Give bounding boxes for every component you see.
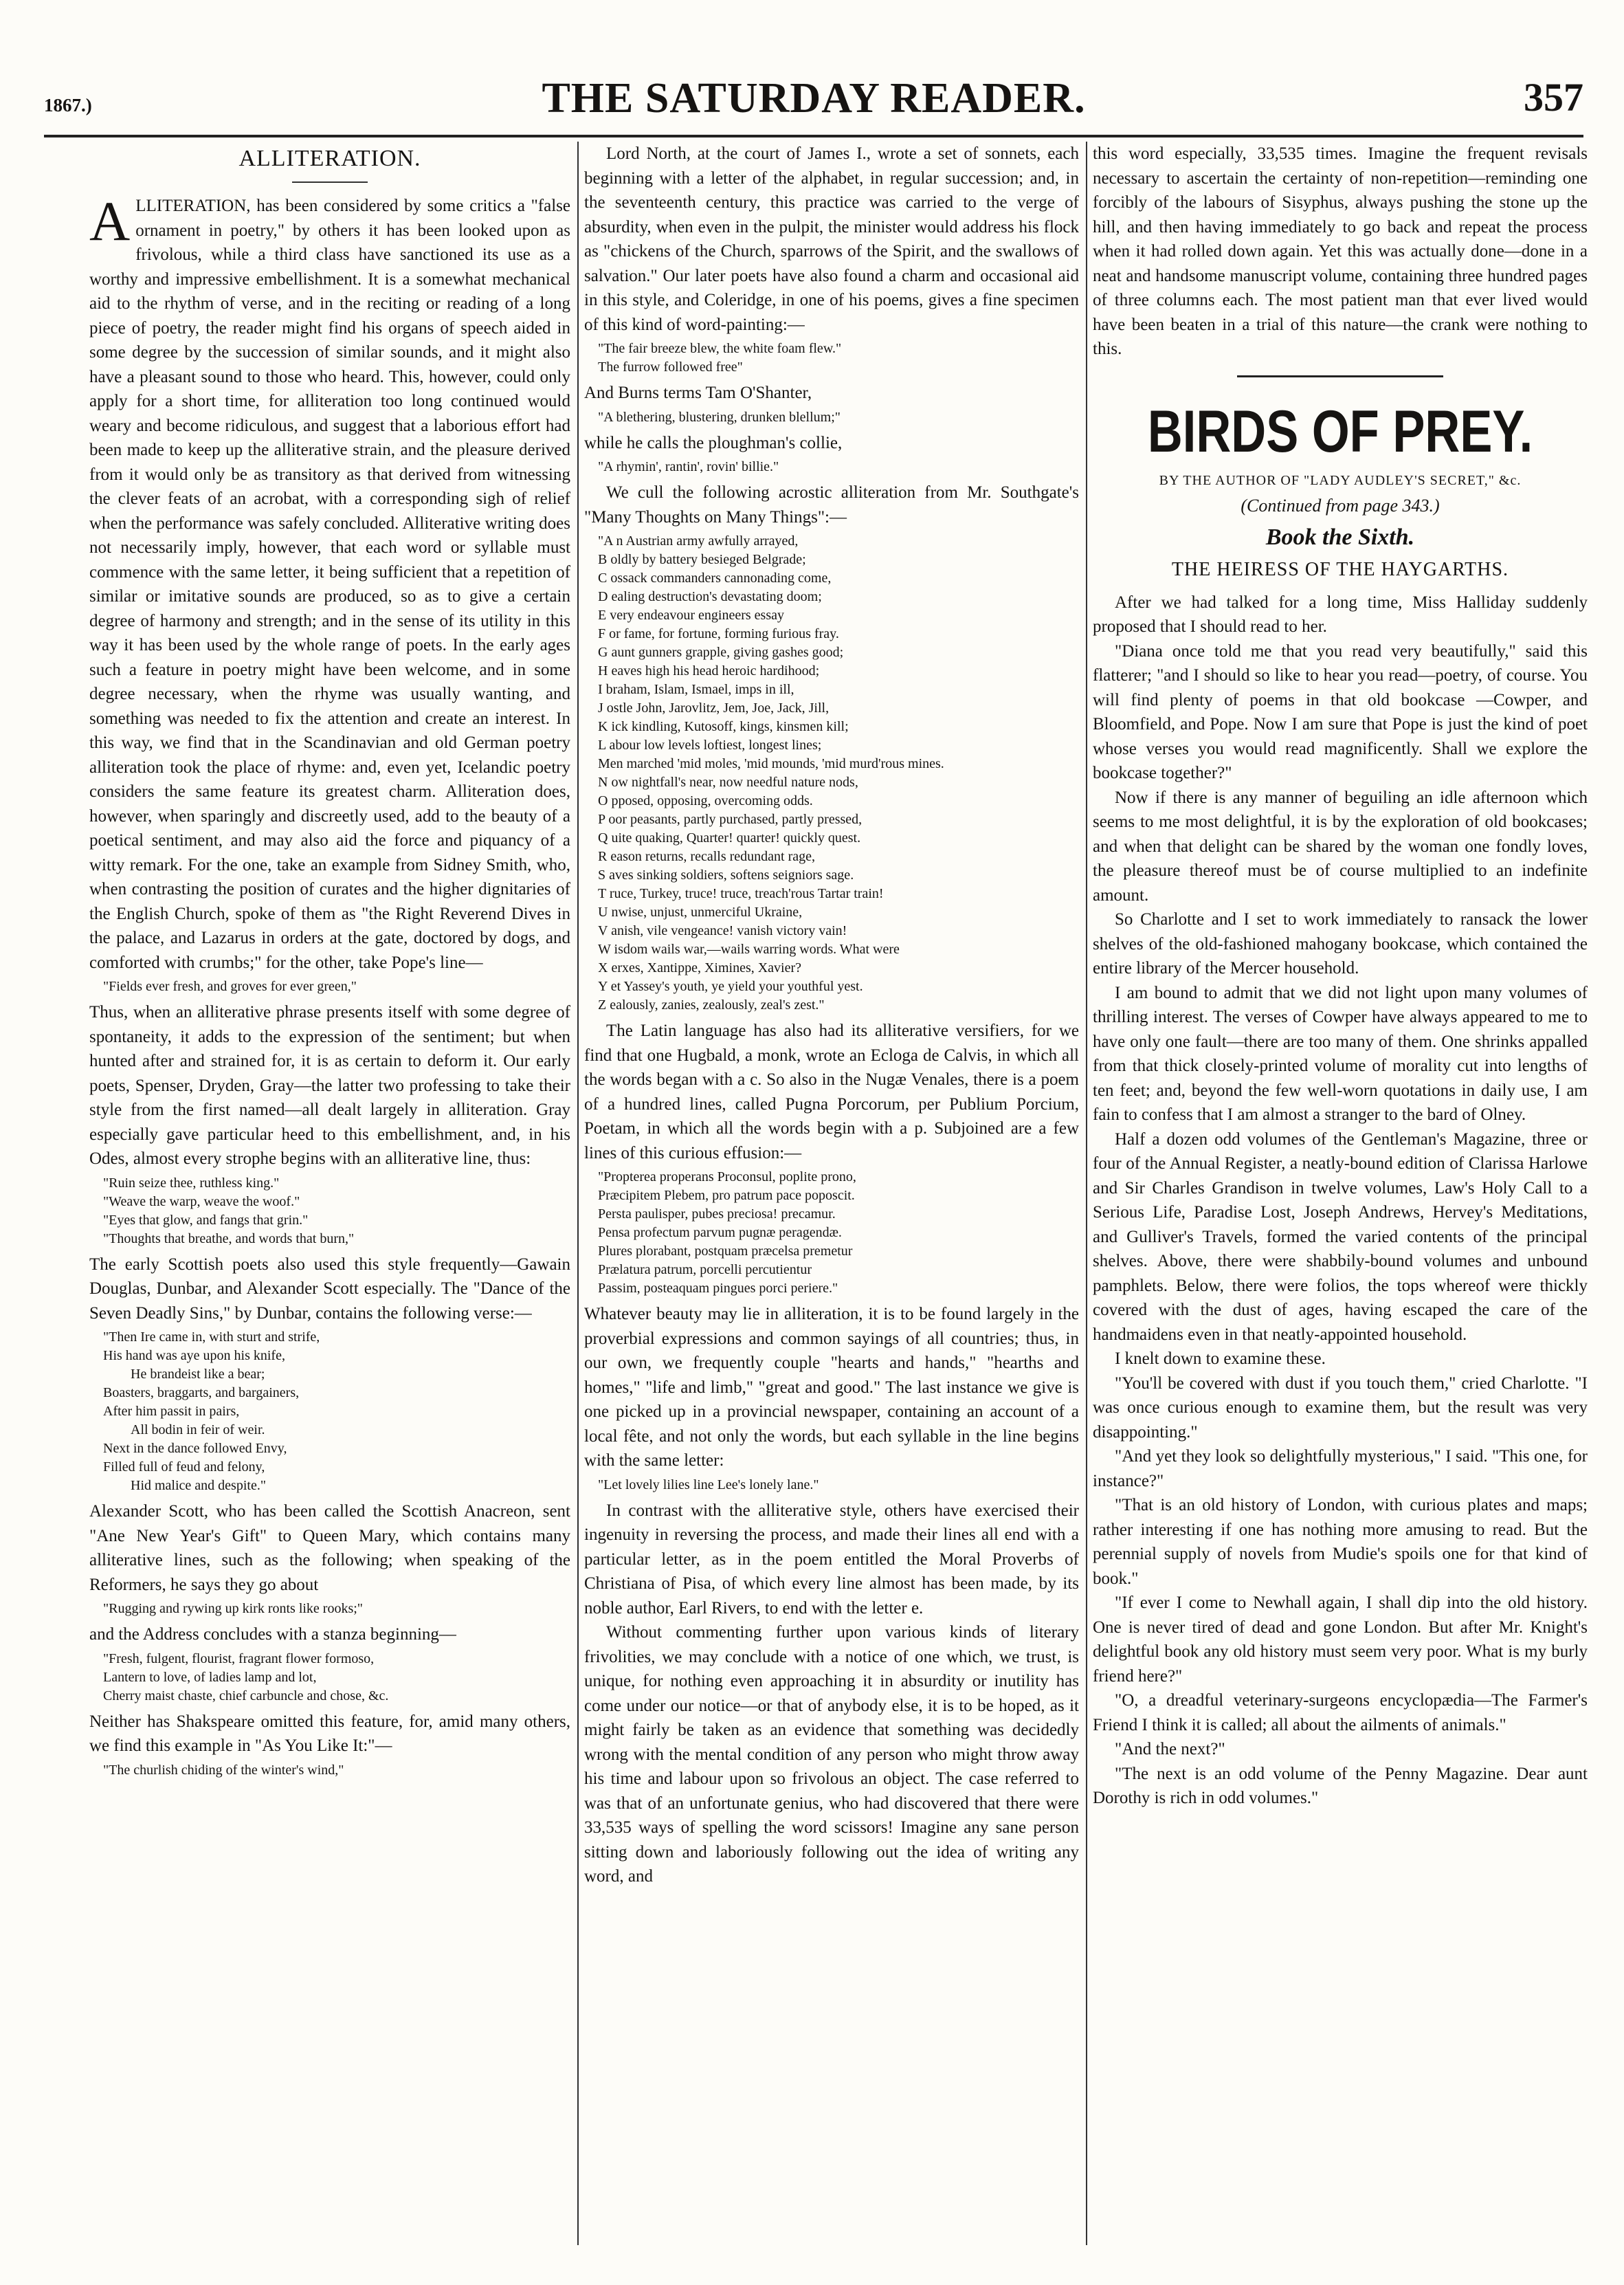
quotation: "Let lovely lilies line Lee's lonely lane." [598, 1477, 819, 1492]
paragraph: "And yet they look so delightfully mysterious," I said. "This one, for instance?" [1093, 1447, 1588, 1490]
chapter-heading: THE HEIRESS OF THE HAYGARTHS. [1171, 558, 1509, 580]
paragraph: Whatever beauty may lie in alliteration, it is to be found largely in the proverbial expressions and common sayings of all countries; thus, in our own, we frequently couple "hearts and hands," "hearths and homes," "life and limb," "great and good." The last instance we give is one picked up in a provincial newspaper, containing an account of a local fête, and not only the words, but each syllable in the line begins with the same letter: [584, 1305, 1079, 1470]
column-2 [584, 142, 1079, 2259]
paragraph: ALLITERATION, has been considered by some critics a "false ornament in poetry," by others it has been looked upon as frivolous, while a third class have sanctioned its use as a worthy and impressive embellishment. It is a somewhat mechanical aid to the rhythm of verse, and in the reciting or reading of a long piece of poetry, the reader might find his organs of speech aided in some degree by the succession of similar sounds, and it might also have a pleasant sound to those who heard. This, however, could only apply for a short time, for alliteration too long continued would weary and become ridiculous, and suggest that a laborious effort had been made to keep up the alliterative strain, and the pleasure derived from it would only be as transitory as that derived from witnessing the clever feats of an acrobat, with a corresponding sigh of relief when the performance was safely concluded. Alliterative writing does not necessarily imply, however, that each word or syllable must commence with the same letter, it being sufficient that a repetition of similar or imitative sounds are produced, so as to give a certain degree of harmony and strength; and in the sense of its utility in this way it has been used by the whole range of poets. In the early ages such a feature in poetry might have been welcome, and in some degree necessary, when the rhyme was usually wanting, and something was needed to fix the attention and create an interest. In this way, we find that in the Scandinavian and old German poetry alliteration took the place of rhyme: and, even yet, Icelandic poetry considers the same feature its greatest charm. Alliteration does, however, when sparingly and discreetly used, add to the beauty of a poetical sentiment, and may also aid the force and piquancy of a witty remark. For the one, take an example from Sidney Smith, who, when contrasting the position of curates and the higher dignitaries of the English Church, spoke of them as "the Right Reverend Dives in the palace, and Lazarus in orders at the gate, doctored by dogs, and comforted with crumbs;" for the other, take Pope's line— [89, 190, 570, 972]
acrostic-quotation: "A n Austrian army awfully arrayed, B oldly by battery besieged Belgrade; C ossack commanders cannonading come, D ealing destruction's devastating doom; E very endeavour engineers essay F or fame, for fortune, forming furious fray. G aunt gunners grapple, giving gashes good; H eaves high his head heroic hardihood; I braham, Islam, Ismael, imps in ill, J ostle John, Jarovlitz, Jem, Joe, Jack, Jill, K ick kindling, Kutosoff, kings, kinsmen kill; L abour low levels loftiest, longest lines; Men marched 'mid moles, 'mid mounds, 'mid murd'rous mines. N ow nightfall's near, now needful nature nods, O pposed, opposing, overcoming odds. P oor peasants, partly purchased, partly pressed, Q uite quaking, Quarter! quarter! quickly quest. R eason returns, recalls redundant rage, S aves sinking soldiers, softens seigniors sage. T ruce, Turkey, truce! truce, treach'rous Tartar train! U nwise, unjust, unmerciful Ukraine, V anish, vile vengeance! vanish victory vain! W isdom wails war,—wails warring words. What were X erxes, Xantippe, Ximines, Xavier? Y et Yassey's youth, ye yield your youthful yest. Z ealously, zanies, zealously, zeal's zest." [598, 533, 944, 1013]
page-number: 357 [1524, 75, 1583, 120]
continued-note: (Continued from page 343.) [1241, 495, 1440, 516]
column-3 [1093, 142, 1588, 2259]
paragraph: I am bound to admit that we did not light upon many volumes of thrilling interest. The verses of Cowper have always appeared to me to have only one fault—there are too many of them. One shrinks appalled from that thick closely-printed volume of morality cut into lengths of ten feet; and, beyond the few well-worn quotations in daily use, I am fain to confess that I am almost a stranger to the bard of Olney. [1093, 983, 1588, 1124]
column-divider [1086, 142, 1087, 2245]
column-1 [89, 142, 570, 2259]
paragraph: The early Scottish poets also used this style frequently—Gawain Douglas, Dunbar, and Alexander Scott especially. The "Dance of the Seven Deadly Sins," by Dunbar, contains the following verse:— [89, 1255, 570, 1323]
paragraph: Alexander Scott, who has been called the Scottish Anacreon, sent "Ane New Year's Gift" to Queen Mary, which contains many alliterative lines, such as the following; when speaking of the Reformers, he says they go about [89, 1502, 570, 1594]
paragraph: I knelt down to examine these. [1115, 1349, 1326, 1368]
paragraph: In contrast with the alliterative style, others have exercised their ingenuity in reversing the process, and made their lines all end with a particular letter, as in the poem entitled the Moral Proverbs of Christiana of Pisa, of which every line almost has been made, by its noble author, Earl Rivers, to end with the letter e. [584, 1501, 1079, 1618]
paragraph: We cull the following acrostic alliteration from Mr. Southgate's "Many Thoughts on Many Things":— [584, 483, 1079, 527]
paragraph: this word especially, 33,535 times. Imagine the frequent revisals necessary to ascertain the certainty of non-repetition—reminding one forcibly of the labours of Sisyphus, always pushing the stone up the hill, and then having immediately to go back and repeat the process when it had rolled down again. Yet this was actually done—done in a neat and handsome manuscript volume, containing three hundred pages of three columns each. The most patient man that ever lived would have been beaten in a trial of this nature—the crank were nothing to this. [1093, 144, 1588, 358]
article-title-birds-of-prey: BIRDS OF PREY. [1147, 398, 1533, 465]
quotation: "Fields ever fresh, and groves for ever green," [103, 979, 357, 994]
paragraph: The Latin language has also had its alliterative versifiers, for we find that one Hugbald, a monk, wrote an Ecloga de Calvis, in which all the words began with a c. So also in the Nugæ Venales, there is a poem of a hundred lines, called Pugna Porcorum, per Publium Porcium, Poetam, in which all the words begin with a p. Subjoined are a few lines of this curious effusion:— [584, 1022, 1079, 1162]
paragraph: "That is an old history of London, with curious plates and maps; rather interesting if one has nothing more amusing to read. But the perennial supply of novels from Mudie's spoils one for that kind of book." [1093, 1496, 1588, 1588]
book-heading: Book the Sixth. [1265, 524, 1415, 550]
quotation: "The churlish chiding of the winter's wind," [103, 1762, 344, 1778]
paragraph: Lord North, at the court of James I., wrote a set of sonnets, each beginning with a letter of the alphabet, in regular succession; and, in the seventeenth century, this practice was carried to the verge of absurdity, when even in the pulpit, the minister would address his flock as "chickens of the Church, sparrows of the Spirit, and the swallows of salvation." Our later poets have also found a charm and occasional aid in this style, and Coleridge, in one of his poems, gives a fine specimen of this kind of word-painting:— [584, 144, 1079, 334]
paragraph: "If ever I come to Newhall again, I shall dip into the old history. One is never tired of dead and gone London. But after Mr. Knight's delightful book any old history must seem very poor. What is my burly friend here?" [1093, 1593, 1588, 1686]
paragraph: Thus, when an alliterative phrase presents itself with some degree of spontaneity, it adds to the expression of the sentiment; but when hunted after and strained for, it is as certain to deform it. Our early poets, Spenser, Dryden, Gray—the latter two professing to take their style from the first named—all dealt largely in alliteration. Gray especially gave particular heed to this embellishment, and, in his Odes, almost every strophe begins with an alliterative line, thus: [89, 1003, 570, 1168]
quotation: "Ruin seize thee, ruthless king." "Weave the warp, weave the woof." "Eyes that glow, and fangs that grin." "Thoughts that breathe, and words that burn," [103, 1175, 355, 1246]
byline: BY THE AUTHOR OF "LADY AUDLEY'S SECRET," &c. [1159, 472, 1522, 488]
article-title-alliteration: ALLITERATION. [238, 146, 421, 171]
column-divider [577, 142, 579, 2245]
paragraph: and the Address concludes with a stanza beginning— [89, 1625, 456, 1644]
page-header [44, 74, 1583, 129]
title-rule [292, 181, 368, 183]
paragraph: "O, a dreadful veterinary-surgeons encyclopædia—The Farmer's Friend I think it is called; all about the ailments of animals." [1093, 1691, 1588, 1734]
paragraph: "Diana once told me that you read very beautifully," said this flatterer; "and I should so like to hear you read—poetry, of course. You will find plenty of poems in that old bookcase —Cowper, and Bloomfield, and Pope. Now I am sure that Pope is just the kind of poet whose verses you would read magnificently. Shall we explore the bookcase together?" [1093, 641, 1588, 782]
quotation: "The fair breeze blew, the white foam flew." The furrow followed free" [598, 341, 842, 375]
section-rule [1237, 375, 1443, 377]
paragraph: while he calls the ploughman's collie, [584, 433, 843, 452]
quotation: "Fresh, fulgent, flourist, fragrant flower formoso, Lantern to love, of ladies lamp and lot, Cherry maist chaste, chief carbuncle and chose, &c. [103, 1651, 389, 1703]
quotation: "A blethering, blustering, drunken blellum;" [598, 409, 841, 425]
quotation: "Propterea properans Proconsul, poplite prono, Præcipitem Plebem, pro patrum pace poposcit. Persta paulisper, pubes preciosa! precamur. Pensa profectum parvum pugnæ peragendæ. Plures plorabant, postquam præcelsa premetur Prælatura patrum, porcelli percutientur Passim, posteaquam pingues porci periere." [598, 1169, 856, 1296]
paragraph: "And the next?" [1115, 1740, 1225, 1758]
paragraph: So Charlotte and I set to work immediately to ransack the lower shelves of the old-fashioned mahogany bookcase, which contained the entire library of the Mercer household. [1093, 910, 1588, 978]
quotation: "Then Ire came in, with sturt and strife, His hand was aye upon his knife, He brandeist like a bear; Boasters, braggarts, and bargainers, After him passit in pairs, All bodin in feir of weir. Next in the dance followed Envy, Filled full of feud and felony, Hid malice and despite." [103, 1329, 320, 1493]
paragraph: After we had talked for a long time, Miss Halliday suddenly proposed that I should read to her. [1093, 593, 1588, 636]
paragraph: "The next is an odd volume of the Penny Magazine. Dear aunt Dorothy is rich in odd volumes." [1093, 1764, 1588, 1807]
quotation: "A rhymin', rantin', rovin' billie." [598, 459, 779, 474]
header-rule [44, 135, 1583, 137]
paragraph: "You'll be covered with dust if you touch them," cried Charlotte. "I was once curious enough to examine them, but the result was very disappointing." [1093, 1373, 1588, 1442]
paragraph: And Burns terms Tam O'Shanter, [584, 384, 812, 402]
paragraph: Half a dozen odd volumes of the Gentleman's Magazine, three or four of the Annual Register, a neatly-bound edition of Clarissa Harlowe and Sir Charles Grandison in twelve volumes, Law's Holy Call to a Serious Life, Paradise Lost, Joseph Andrews, Hervey's Meditations, and Gulliver's Travels, formed the varied contents of the principal shelves. Above, there were shabbily-bound volumes and unbound pamphlets. Below, there were folios, the tops whereof were thickly covered with the dust of ages, having escaped the care of the handmaidens even in that neatly-appointed household. [1093, 1129, 1588, 1344]
paragraph: Without commenting further upon various kinds of literary frivolities, we may conclude with a notice of one which, we trust, is unique, for nothing even approaching it in absurdity or inutility has come under our notice—or that of anybody else, it is to be hoped, as it might fairly be taken as an evidence that something was decidedly wrong with the mental condition of any person who might throw away his time and labour upon so frivolous an object. The case referred to was that of an unfortunate genius, who had discovered that there were 33,535 ways of spelling the word scissors! Imagine any sane person sitting down and laboriously following out the idea of writing any word, and [584, 1623, 1079, 1886]
drop-cap: A [89, 190, 131, 252]
paragraph: Now if there is any manner of beguiling an idle afternoon which seems to me most delightful, it is by the exploration of old bookcases; and when that delight can be shared by the woman one fondly loves, the pleasure thereof must be of course multiplied to an indefinite amount. [1093, 788, 1588, 905]
header-date: 1867.) [44, 95, 92, 115]
paragraph: Neither has Shakspeare omitted this feature, for, amid many others, we find this example in "As You Like It:"— [89, 1712, 570, 1755]
publication-title: THE SATURDAY READER. [542, 75, 1086, 122]
quotation: "Rugging and rywing up kirk ronts like rooks;" [103, 1601, 363, 1616]
